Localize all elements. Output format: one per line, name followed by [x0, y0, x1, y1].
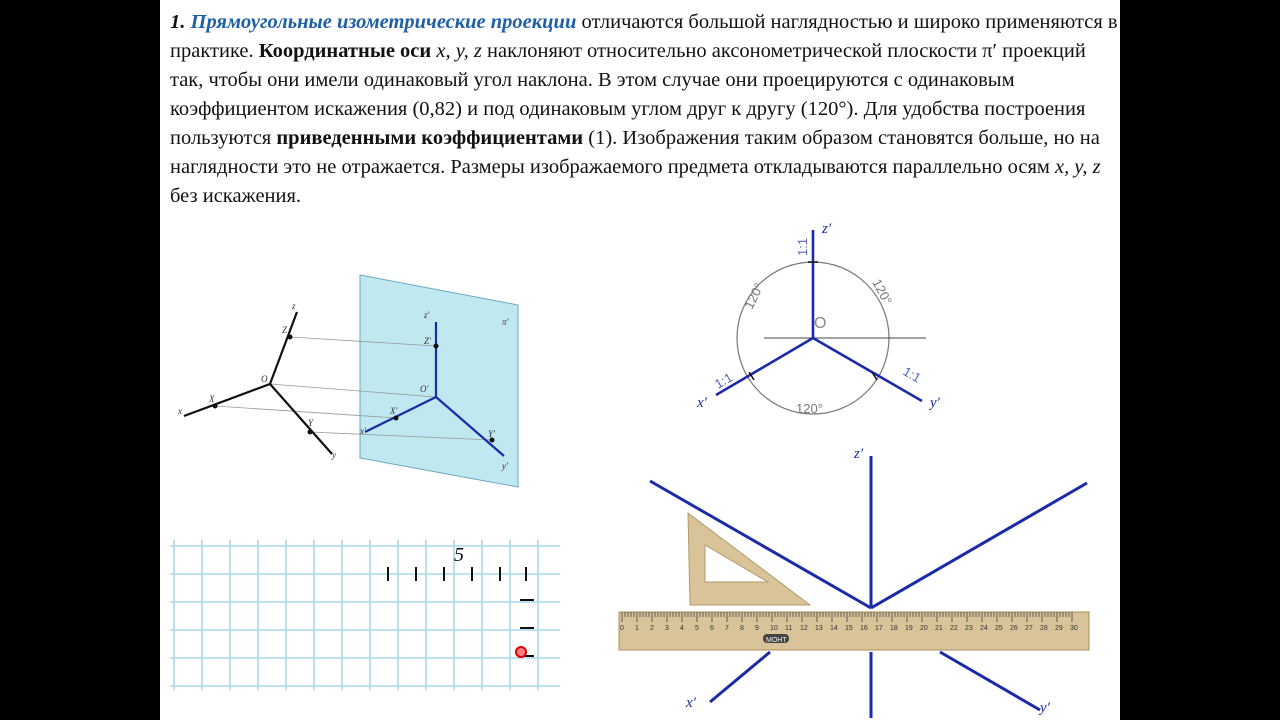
- ruler-number: 12: [800, 625, 808, 632]
- ruler-diagram: [160, 0, 1120, 720]
- label-y1: y′: [502, 461, 508, 471]
- ruler-number: 1: [635, 625, 639, 632]
- label-O1: O′: [420, 384, 429, 394]
- ruler-number: 17: [875, 625, 883, 632]
- grid-mark-label: 5: [454, 544, 464, 566]
- ruler-number: 9: [755, 625, 759, 632]
- axes-symbols: x, y, z: [436, 40, 482, 62]
- label-Z1: Z′: [424, 336, 431, 346]
- ruler-number: 2: [650, 625, 654, 632]
- ruler-number: 21: [935, 625, 943, 632]
- axis-z-label: z′: [822, 221, 832, 237]
- ruler-number: 24: [980, 625, 988, 632]
- text-run: наклоняют относительно аксонометрической плоскости π′ проекций так, чтобы они имели одинаковый угол наклона. В этом случае они проецируются с одинаковым коэффициентом искажения (0,82) и под одинаковым углом друг к другу (120°). Для удобства построения пользуются: [170, 40, 1086, 149]
- ruler-number: 11: [785, 625, 793, 632]
- text-run: отличаются большой наглядностью и широко применяются в практике.: [170, 11, 1118, 62]
- angle-left: 120°: [741, 280, 767, 312]
- label-z1: z′: [424, 310, 430, 320]
- label-x1: x′: [360, 426, 366, 436]
- ruler-number: 30: [1070, 625, 1078, 632]
- ruler-brand: МОНТ: [766, 637, 787, 644]
- ruler-number: 27: [1025, 625, 1033, 632]
- ruler-number: 20: [920, 625, 928, 632]
- angle-bottom: 120°: [796, 401, 823, 416]
- label-X: X: [209, 394, 215, 404]
- text-run: без искажения.: [170, 185, 302, 207]
- ruler-number: 0: [620, 625, 624, 632]
- label-Y: Y: [308, 418, 314, 428]
- ruler-number: 10: [770, 625, 778, 632]
- ruler-number: 6: [710, 625, 714, 632]
- slide: [160, 0, 1120, 720]
- ruler-number: 15: [845, 625, 853, 632]
- ratio-x: 1:1: [712, 369, 736, 392]
- ruler-number: 8: [740, 625, 744, 632]
- ruler-number: 3: [665, 625, 669, 632]
- ruler-number: 4: [680, 625, 684, 632]
- ratio-y: 1:1: [900, 363, 924, 386]
- ruler-axis-x: x′: [686, 695, 696, 711]
- ruler-number: 5: [695, 625, 699, 632]
- angle-right: 120°: [869, 276, 896, 308]
- ruler-number: 22: [950, 625, 958, 632]
- label-x: x: [178, 406, 182, 416]
- axes-symbols-2: x, y, z: [1055, 156, 1101, 178]
- ruler-number: 7: [725, 625, 729, 632]
- ruler-number: 16: [860, 625, 868, 632]
- ruler-number: 25: [995, 625, 1003, 632]
- label-Y1: Y′: [488, 429, 495, 439]
- ruler-number: 19: [905, 625, 913, 632]
- label-X1: X′: [390, 406, 398, 416]
- section-number: 1.: [170, 11, 186, 33]
- ruler-number: 28: [1040, 625, 1048, 632]
- axis-y-label: y′: [930, 395, 940, 411]
- label-z: z: [292, 301, 296, 311]
- label-pi: π′: [502, 317, 509, 327]
- label-O: O: [261, 374, 268, 384]
- ruler-axis-z: z′: [854, 446, 864, 462]
- section-title: Прямоугольные изометрические проекции: [190, 11, 577, 33]
- ruler-number: 18: [890, 625, 898, 632]
- ruler-number: 13: [815, 625, 823, 632]
- ruler: [619, 612, 1089, 650]
- ruler-number: 14: [830, 625, 838, 632]
- ruler-number: 29: [1055, 625, 1063, 632]
- axis-x-label: x′: [697, 395, 707, 411]
- ruler-axis-y: y′: [1040, 700, 1050, 716]
- bold-term-axes: Координатные оси: [258, 40, 432, 62]
- center-label: O: [814, 315, 827, 332]
- ruler-number: 26: [1010, 625, 1018, 632]
- ratio-z: 1:1: [795, 237, 810, 256]
- label-Z: Z: [282, 325, 288, 335]
- ruler-number: 23: [965, 625, 973, 632]
- label-y: y: [332, 450, 336, 460]
- bold-term-coefficients: приведенными коэффициентами: [276, 127, 584, 149]
- text-run: (1). Изображения таким образом становятся больше, но на наглядности это не отражается. Размеры изображаемого предмета откладываются параллельно осям: [170, 127, 1100, 178]
